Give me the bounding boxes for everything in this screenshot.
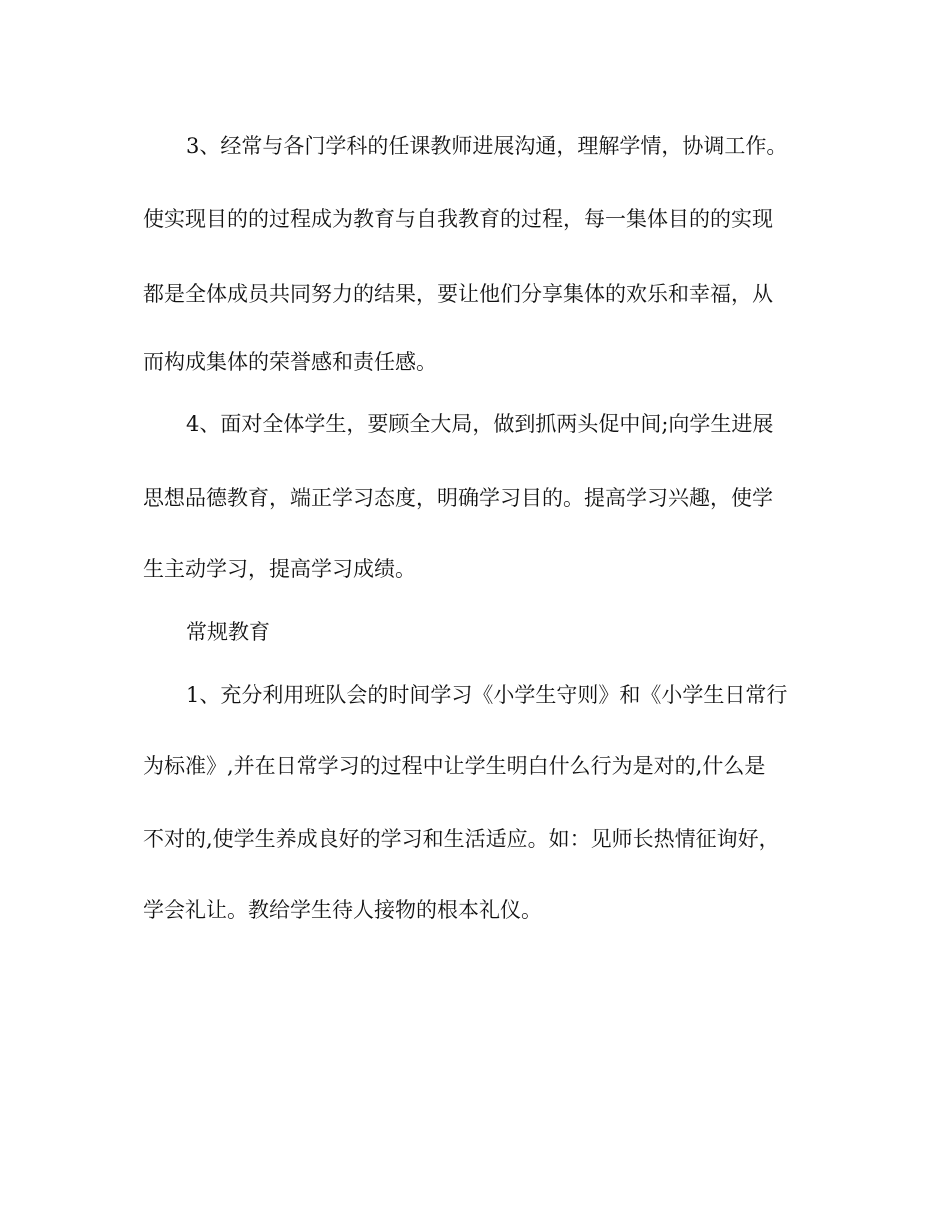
paragraph-line: 1、充分利用班队会的时间学习《小学生守则》和《小学生日常行 [186, 683, 788, 707]
paragraph-line: 3、经常与各门学科的任课教师进展沟通，理解学情，协调工作。 [186, 134, 788, 158]
paragraph-line: 学会礼让。教给学生待人接物的根本礼仪。 [143, 898, 542, 922]
paragraph-line: 思想品德教育，端正学习态度，明确学习目的。提高学习兴趣，使学 [143, 486, 773, 510]
paragraph-line: 使实现目的的过程成为教育与自我教育的过程，每一集体目的的实现 [143, 207, 773, 231]
paragraph-line: 为标准》,并在日常学习的过程中让学生明白什么行为是对的,什么是 [143, 754, 766, 778]
paragraph-line: 都是全体成员共同努力的结果，要让他们分享集体的欢乐和幸福，从 [143, 282, 773, 306]
section-heading: 常规教育 [186, 620, 270, 644]
paragraph-line: 而构成集体的荣誉感和责任感。 [143, 350, 437, 374]
paragraph-line: 生主动学习，提高学习成绩。 [143, 557, 416, 581]
paragraph-line: 不对的,使学生养成良好的学习和生活适应。如：见师长热情征询好， [143, 827, 780, 851]
paragraph-line: 4、面对全体学生，要顾全大局，做到抓两头促中间;向学生进展 [186, 412, 774, 436]
